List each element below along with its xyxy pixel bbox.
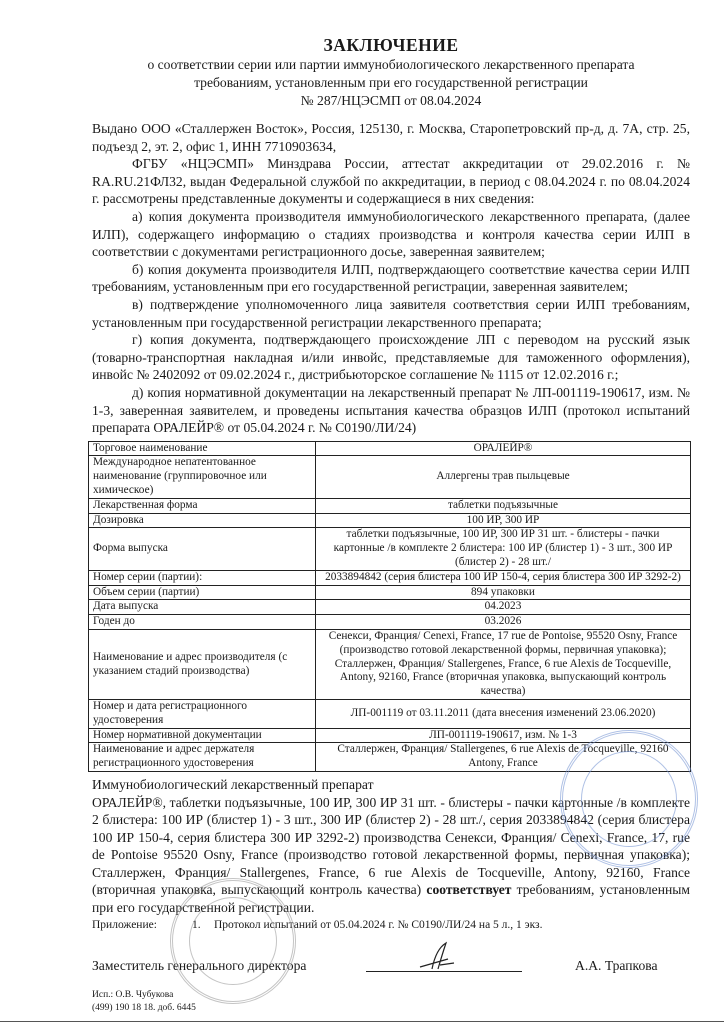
- row-value: Сенекси, Франция/ Cenexi, France, 17 rue de Pontoise, 95520 Osny, France (производство готовой лекарственной формы, первичная упаковка); Сталлержен, Франция/ Stallergenes, France, 6 rue Alexis de Tocqueville, Antony, 92160, France (вторичная упаковка, выпускающий контроль качества): [316, 630, 691, 700]
- row-label: Объем серии (партии): [89, 585, 316, 600]
- appendix-text: Протокол испытаний от 05.04.2024 г. № С0190/ЛИ/24 на 5 л., 1 экз.: [214, 919, 543, 932]
- table-row: [89, 513, 691, 528]
- row-value: 04.2023: [316, 600, 691, 615]
- row-label: Номер и дата регистрационного удостоверения: [89, 700, 316, 729]
- row-label: Дозировка: [89, 513, 316, 528]
- signature-block: [92, 957, 690, 975]
- row-label: Номер нормативной документации: [89, 728, 316, 743]
- conclusion-body: ОРАЛЕЙР®, таблетки подъязычные, 100 ИР, 300 ИР 31 шт. - блистеры - пачки картонные /в комплекте 2 блистера: 100 ИР (блистер 1) - 3 шт., 300 ИР (блистер 2) - 28 шт./, серия 2033894842 (серия блистера 100 ИР 150-4, серия блистера 300 ИР 3292-2) производства Сенекси, Франция/ Cenexi, France, 17, rue de Pontoise 95520 Osny, France (производство готовой лекарственной формы, первичная упаковка); Сталлержен, Франция/ Stallergenes, France, 6 rue Alexis de Tocqueville, Antony, 92160, France (вторичная упаковка, выпускающий контроль качества): [92, 794, 690, 898]
- row-label: Дата выпуска: [89, 600, 316, 615]
- subtitle-line: требованиям, установленным при его государственной регистрации: [194, 75, 588, 90]
- row-label: Наименование и адрес держателя регистрационного удостоверения: [89, 743, 316, 772]
- conclusion-tail: требованиям, установленным при его государственной регистрации.: [92, 882, 690, 915]
- signatory-position: Заместитель генерального директора: [92, 958, 307, 974]
- row-value: ОРАЛЕЙР®: [316, 441, 691, 456]
- table-row: [89, 441, 691, 456]
- row-value: 2033894842 (серия блистера 100 ИР 150-4, серия блистера 300 ИР 3292-2): [316, 570, 691, 585]
- item-b: б) копия документа производителя ИЛП, подтверждающего соответствие качества серии ИЛП требованиям, установленным при его государственной регистрации, заверенная заявителем;: [92, 261, 690, 295]
- item-a: а) копия документа производителя иммунобиологического лекарственного препарата, (далее ИЛП), содержащего информацию о стадиях производства и контроля качества серии ИЛП в соответствии с документами регистрационного досье, заверенная заявителем;: [92, 208, 690, 260]
- signature-icon: [418, 939, 458, 973]
- subtitle-line: о соответствии серии или партии иммунобиологического лекарственного препарата: [147, 57, 635, 72]
- issued-to: Выдано ООО «Сталлержен Восток», Россия, 125130, г. Москва, Старопетровский пр-д, д. 7А, стр. 25, подъезд 2, эт. 2, офис 1, ИНН 7710903634,: [92, 121, 690, 154]
- footer-divider: [0, 1021, 724, 1022]
- document-number: № 287/НЦЭСМП от 08.04.2024: [300, 93, 482, 108]
- table-row: [89, 700, 691, 729]
- row-value: таблетки подъязычные: [316, 498, 691, 513]
- intro-paragraph: ФГБУ «НЦЭСМП» Минздрава России, аттестат аккредитации от 29.02.2016 г. № RA.RU.21ФЛ32, выдан Федеральной службой по аккредитации, в период с 08.04.2024 г. по 08.04.2024 г. рассмотрены представленные документы и содержащиеся в них сведения:: [92, 156, 690, 207]
- executor-name: Исп.: О.В. Чубукова: [92, 990, 174, 1001]
- row-label: Годен до: [89, 615, 316, 630]
- conclusion-text: [92, 794, 690, 917]
- table-row: [89, 498, 691, 513]
- row-label: Лекарственная форма: [89, 498, 316, 513]
- table-row: [89, 456, 691, 498]
- appendix-label: Приложение:: [92, 919, 157, 932]
- table-row: [89, 630, 691, 700]
- table-row: [89, 600, 691, 615]
- row-value: ЛП-001119-190617, изм. № 1-3: [316, 728, 691, 743]
- product-details-table: [88, 441, 691, 772]
- table-row: [89, 615, 691, 630]
- table-row: [89, 743, 691, 772]
- executor-info: [92, 989, 690, 1015]
- item-v: в) подтверждение уполномоченного лица заявителя соответствия серии ИЛП требованиям, установленным при государственной регистрации лекарственного препарата;: [92, 296, 690, 330]
- conclusion: [92, 776, 690, 916]
- signatory-name: А.А. Трапкова: [575, 958, 658, 974]
- document-subtitle: [92, 56, 690, 110]
- table-row: [89, 728, 691, 743]
- appendix: [92, 918, 690, 933]
- row-value: Аллергены трав пыльцевые: [316, 456, 691, 498]
- row-label: Международное непатентованное наименование (группировочное или химическое): [89, 456, 316, 498]
- item-g: г) копия документа, подтверждающего происхождение ЛП с переводом на русский язык (товарно-транспортная накладная и/или инвойс, представляемые для таможенного оформления), инвойс № 2402092 от 09.02.2024 г., дистрибьюторское соглашение № 1115 от 12.02.2016 г.;: [92, 332, 690, 383]
- executor-phone: (499) 190 18 18. доб. 6445: [92, 1003, 196, 1014]
- table-row: [89, 585, 691, 600]
- document-title: ЗАКЛЮЧЕНИЕ: [323, 35, 459, 55]
- row-label: Форма выпуска: [89, 528, 316, 570]
- appendix-number: 1.: [192, 919, 201, 932]
- row-value: 100 ИР, 300 ИР: [316, 513, 691, 528]
- row-label: Наименование и адрес производителя (с указанием стадий производства): [89, 630, 316, 700]
- row-value: таблетки подъязычные, 100 ИР, 300 ИР 31 шт. - блистеры - пачки картонные /в комплекте 2 блистера: 100 ИР (блистер 1) - 3 шт., 300 ИР (блистер 2) - 28 шт./: [316, 528, 691, 570]
- row-value: Сталлержен, Франция/ Stallergenes, 6 rue Alexis de Tocqueville, 92160 Antony, France: [316, 743, 691, 772]
- conclusion-lead: Иммунобиологический лекарственный препарат: [92, 777, 374, 793]
- row-value: 894 упаковки: [316, 585, 691, 600]
- item-d: д) копия нормативной документации на лекарственный препарат № ЛП-001119-190617, изм. № 1-3, заверенная заявителем, и проведены испытания качества образцов ИЛП (протокол испытаний препарата ОРАЛЕЙР® от 05.04.2024 г. № С0190/ЛИ/24): [92, 384, 690, 436]
- table-row: [89, 570, 691, 585]
- conclusion-verdict: соответствует: [426, 882, 512, 898]
- document-body: [92, 120, 690, 437]
- row-value: 03.2026: [316, 615, 691, 630]
- row-label: Торговое наименование: [89, 441, 316, 456]
- row-label: Номер серии (партии):: [89, 570, 316, 585]
- table-row: [89, 528, 691, 570]
- row-value: ЛП-001119 от 03.11.2011 (дата внесения изменений 23.06.2020): [316, 700, 691, 729]
